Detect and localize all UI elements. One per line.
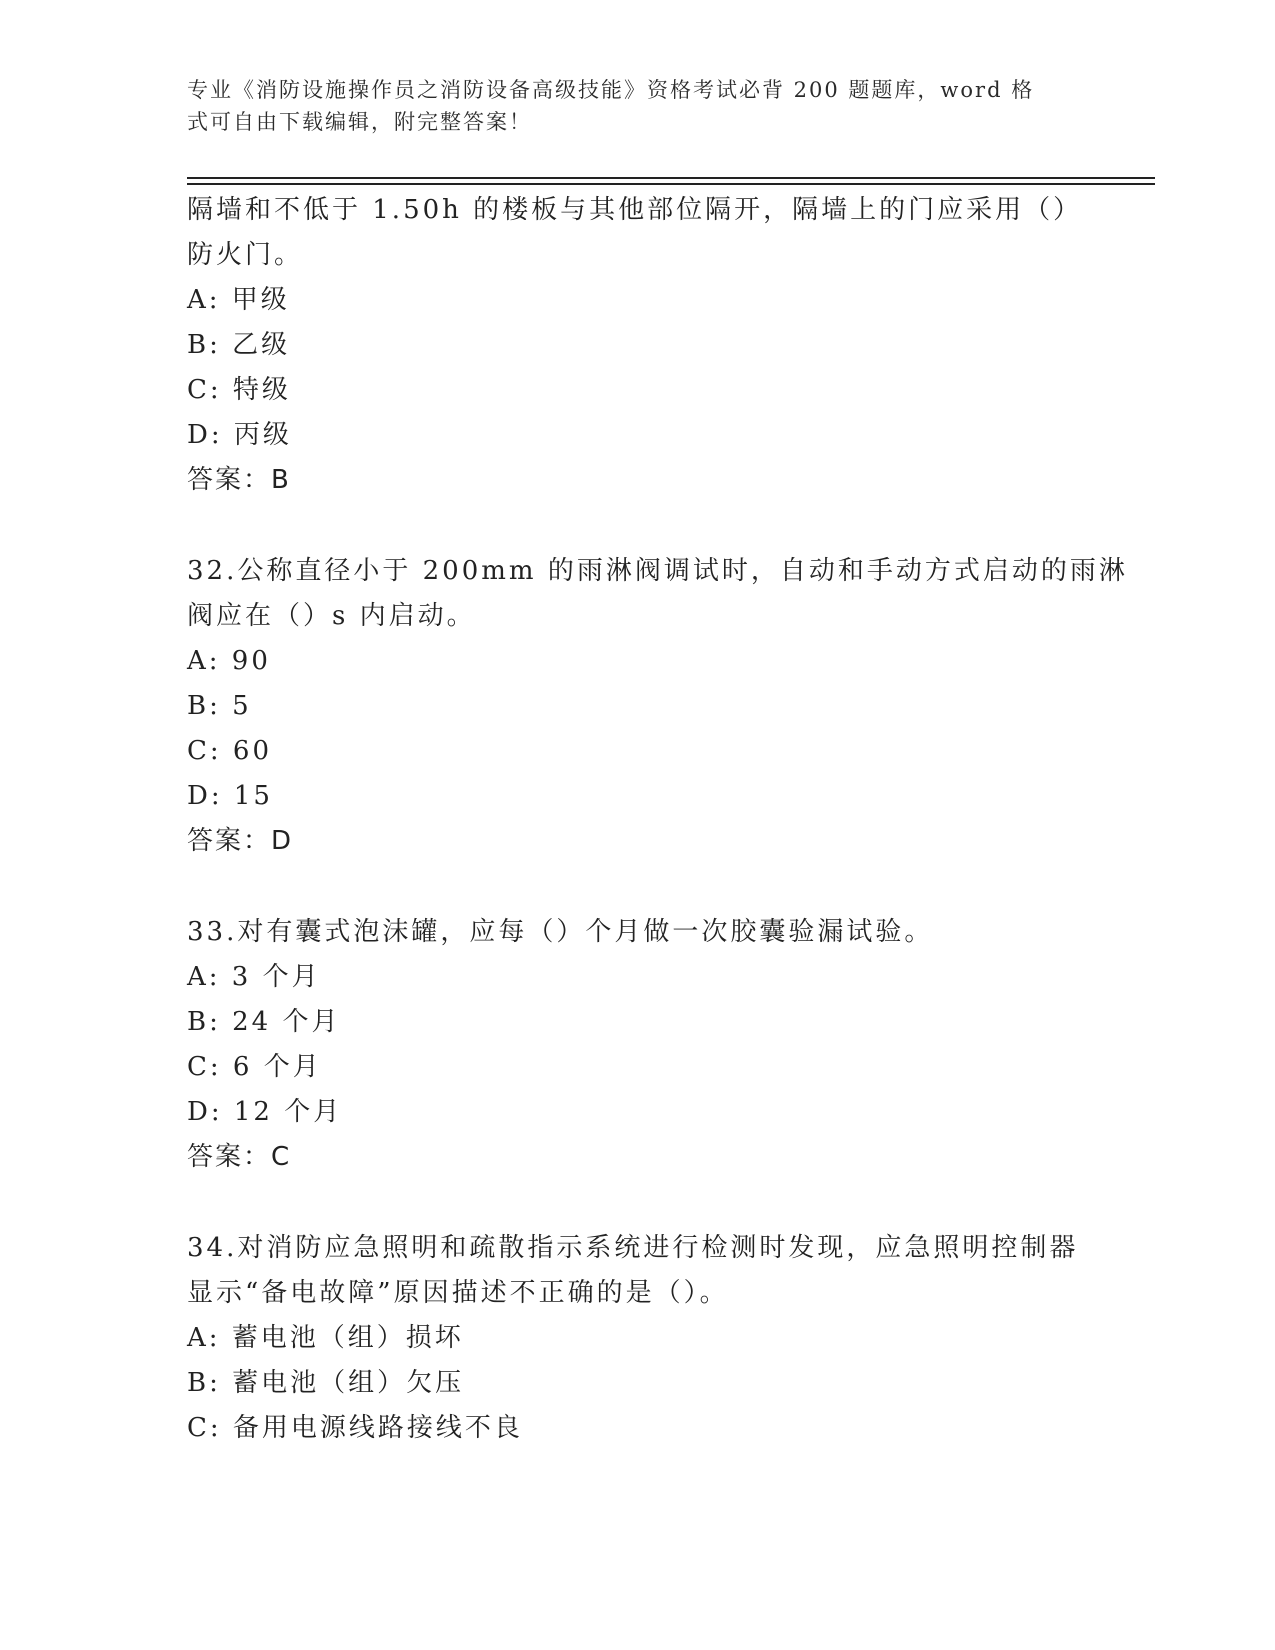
option-b: B: 蓄电池（组）欠压	[187, 1368, 465, 1398]
header-divider-top	[187, 177, 1155, 179]
option-a: A: 90	[187, 646, 271, 676]
answer: 答案：D	[187, 826, 294, 856]
option-a: A: 3 个月	[187, 962, 321, 992]
header-divider-bottom	[187, 183, 1155, 185]
answer: 答案：C	[187, 1142, 292, 1172]
question-text: 34.对消防应急照明和疏散指示系统进行检测时发现，应急照明控制器	[187, 1233, 1079, 1263]
option-d: D: 丙级	[187, 420, 292, 450]
question-text: 33.对有囊式泡沫罐，应每（）个月做一次胶囊验漏试验。	[187, 917, 934, 947]
option-c: C: 特级	[187, 375, 291, 405]
option-c: C: 6 个月	[187, 1052, 322, 1082]
question-text: 防火门。	[187, 240, 304, 270]
option-c: C: 60	[187, 736, 273, 766]
question-34	[187, 1226, 1087, 1451]
question-32	[187, 549, 1128, 864]
question-text: 显示“备电故障”原因描述不正确的是（）。	[187, 1278, 729, 1308]
question-31	[187, 188, 1087, 503]
question-33	[187, 910, 1087, 1180]
option-b: B: 乙级	[187, 330, 291, 360]
question-text: 32.公称直径小于 200mm 的雨淋阀调试时，自动和手动方式启动的雨淋	[187, 556, 1128, 586]
option-d: D: 15	[187, 781, 273, 811]
option-a: A: 蓄电池（组）损坏	[187, 1323, 464, 1353]
header-line-1: 专业《消防设施操作员之消防设备高级技能》资格考试必背 200 题题库，word 格	[187, 78, 1035, 102]
answer: 答案：B	[187, 465, 291, 495]
option-c: C: 备用电源线路接线不良	[187, 1413, 523, 1443]
option-a: A: 甲级	[187, 285, 290, 315]
option-d: D: 12 个月	[187, 1097, 343, 1127]
option-b: B: 5	[187, 691, 252, 721]
header-line-2: 式可自由下载编辑，附完整答案！	[187, 110, 532, 134]
question-text: 阀应在（）s 内启动。	[187, 601, 476, 631]
option-b: B: 24 个月	[187, 1007, 341, 1037]
question-list	[187, 188, 1128, 1451]
question-text: 隔墙和不低于 1.50h 的楼板与其他部位隔开，隔墙上的门应采用（）	[187, 195, 1083, 225]
document-header	[187, 74, 1067, 138]
